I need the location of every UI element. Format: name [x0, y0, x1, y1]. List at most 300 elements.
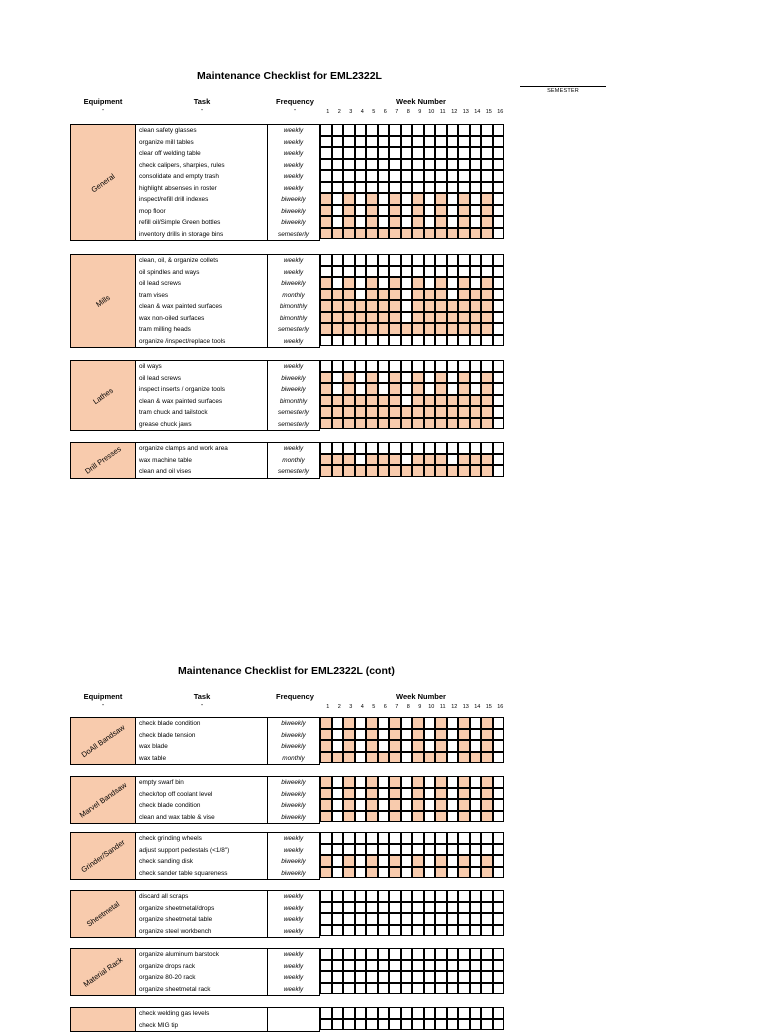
week-checkbox[interactable] [493, 323, 505, 335]
week-checkbox[interactable] [412, 124, 424, 136]
week-checkbox[interactable] [481, 360, 493, 372]
week-checkbox[interactable] [378, 454, 390, 466]
week-checkbox[interactable] [378, 277, 390, 289]
week-checkbox[interactable] [355, 372, 367, 384]
week-checkbox[interactable] [332, 729, 344, 741]
week-checkbox[interactable] [481, 335, 493, 347]
week-checkbox[interactable] [470, 442, 482, 454]
week-checkbox[interactable] [343, 948, 355, 960]
week-checkbox[interactable] [447, 799, 459, 811]
week-checkbox[interactable] [470, 811, 482, 823]
week-checkbox[interactable] [332, 855, 344, 867]
week-checkbox[interactable] [366, 383, 378, 395]
week-checkbox[interactable] [366, 799, 378, 811]
week-checkbox[interactable] [355, 776, 367, 788]
week-checkbox[interactable] [332, 254, 344, 266]
week-checkbox[interactable] [378, 372, 390, 384]
week-checkbox[interactable] [332, 960, 344, 972]
week-checkbox[interactable] [355, 799, 367, 811]
week-checkbox[interactable] [366, 147, 378, 159]
week-checkbox[interactable] [355, 752, 367, 764]
week-checkbox[interactable] [366, 465, 378, 477]
week-checkbox[interactable] [481, 266, 493, 278]
week-checkbox[interactable] [355, 266, 367, 278]
week-checkbox[interactable] [378, 205, 390, 217]
week-checkbox[interactable] [366, 729, 378, 741]
week-checkbox[interactable] [412, 216, 424, 228]
week-checkbox[interactable] [366, 323, 378, 335]
week-checkbox[interactable] [378, 1019, 390, 1031]
week-checkbox[interactable] [493, 277, 505, 289]
week-checkbox[interactable] [355, 811, 367, 823]
week-checkbox[interactable] [401, 776, 413, 788]
week-checkbox[interactable] [470, 395, 482, 407]
week-checkbox[interactable] [458, 729, 470, 741]
week-checkbox[interactable] [470, 776, 482, 788]
week-checkbox[interactable] [435, 799, 447, 811]
week-checkbox[interactable] [332, 300, 344, 312]
week-checkbox[interactable] [355, 454, 367, 466]
week-checkbox[interactable] [481, 948, 493, 960]
week-checkbox[interactable] [355, 277, 367, 289]
week-checkbox[interactable] [401, 266, 413, 278]
week-checkbox[interactable] [320, 717, 332, 729]
week-checkbox[interactable] [389, 844, 401, 856]
week-checkbox[interactable] [343, 266, 355, 278]
week-checkbox[interactable] [470, 454, 482, 466]
week-checkbox[interactable] [470, 418, 482, 430]
week-checkbox[interactable] [320, 266, 332, 278]
week-checkbox[interactable] [401, 312, 413, 324]
week-checkbox[interactable] [378, 983, 390, 995]
week-checkbox[interactable] [435, 254, 447, 266]
week-checkbox[interactable] [389, 740, 401, 752]
week-checkbox[interactable] [435, 729, 447, 741]
week-checkbox[interactable] [458, 442, 470, 454]
week-checkbox[interactable] [355, 983, 367, 995]
week-checkbox[interactable] [343, 254, 355, 266]
week-checkbox[interactable] [412, 855, 424, 867]
week-checkbox[interactable] [389, 983, 401, 995]
week-checkbox[interactable] [447, 717, 459, 729]
week-checkbox[interactable] [389, 1019, 401, 1031]
week-checkbox[interactable] [366, 925, 378, 937]
week-checkbox[interactable] [447, 442, 459, 454]
week-checkbox[interactable] [412, 752, 424, 764]
week-checkbox[interactable] [355, 925, 367, 937]
week-checkbox[interactable] [458, 147, 470, 159]
week-checkbox[interactable] [435, 913, 447, 925]
week-checkbox[interactable] [424, 960, 436, 972]
week-checkbox[interactable] [458, 844, 470, 856]
week-checkbox[interactable] [355, 418, 367, 430]
week-checkbox[interactable] [366, 855, 378, 867]
week-checkbox[interactable] [493, 360, 505, 372]
week-checkbox[interactable] [424, 406, 436, 418]
week-checkbox[interactable] [447, 383, 459, 395]
week-checkbox[interactable] [366, 844, 378, 856]
week-checkbox[interactable] [343, 170, 355, 182]
week-checkbox[interactable] [470, 788, 482, 800]
week-checkbox[interactable] [389, 971, 401, 983]
week-checkbox[interactable] [401, 832, 413, 844]
week-checkbox[interactable] [481, 312, 493, 324]
week-checkbox[interactable] [493, 855, 505, 867]
week-checkbox[interactable] [458, 124, 470, 136]
week-checkbox[interactable] [424, 776, 436, 788]
week-checkbox[interactable] [320, 913, 332, 925]
week-checkbox[interactable] [447, 277, 459, 289]
week-checkbox[interactable] [389, 890, 401, 902]
week-checkbox[interactable] [401, 182, 413, 194]
week-checkbox[interactable] [378, 395, 390, 407]
week-checkbox[interactable] [343, 159, 355, 171]
week-checkbox[interactable] [401, 717, 413, 729]
week-checkbox[interactable] [493, 159, 505, 171]
week-checkbox[interactable] [470, 1019, 482, 1031]
week-checkbox[interactable] [458, 717, 470, 729]
week-checkbox[interactable] [470, 948, 482, 960]
week-checkbox[interactable] [343, 844, 355, 856]
week-checkbox[interactable] [412, 454, 424, 466]
week-checkbox[interactable] [412, 205, 424, 217]
week-checkbox[interactable] [343, 1019, 355, 1031]
week-checkbox[interactable] [366, 205, 378, 217]
week-checkbox[interactable] [332, 717, 344, 729]
week-checkbox[interactable] [493, 983, 505, 995]
week-checkbox[interactable] [424, 948, 436, 960]
week-checkbox[interactable] [424, 418, 436, 430]
week-checkbox[interactable] [424, 289, 436, 301]
week-checkbox[interactable] [332, 277, 344, 289]
week-checkbox[interactable] [424, 740, 436, 752]
week-checkbox[interactable] [332, 799, 344, 811]
week-checkbox[interactable] [424, 890, 436, 902]
week-checkbox[interactable] [458, 890, 470, 902]
week-checkbox[interactable] [332, 383, 344, 395]
week-checkbox[interactable] [343, 182, 355, 194]
week-checkbox[interactable] [389, 266, 401, 278]
week-checkbox[interactable] [424, 811, 436, 823]
week-checkbox[interactable] [355, 323, 367, 335]
week-checkbox[interactable] [389, 228, 401, 240]
week-checkbox[interactable] [378, 729, 390, 741]
week-checkbox[interactable] [458, 372, 470, 384]
week-checkbox[interactable] [458, 752, 470, 764]
week-checkbox[interactable] [355, 832, 367, 844]
week-checkbox[interactable] [470, 717, 482, 729]
week-checkbox[interactable] [320, 788, 332, 800]
week-checkbox[interactable] [458, 312, 470, 324]
week-checkbox[interactable] [412, 136, 424, 148]
week-checkbox[interactable] [435, 406, 447, 418]
week-checkbox[interactable] [401, 752, 413, 764]
week-checkbox[interactable] [470, 147, 482, 159]
week-checkbox[interactable] [343, 205, 355, 217]
week-checkbox[interactable] [481, 205, 493, 217]
week-checkbox[interactable] [493, 776, 505, 788]
week-checkbox[interactable] [458, 277, 470, 289]
week-checkbox[interactable] [366, 960, 378, 972]
week-checkbox[interactable] [366, 913, 378, 925]
week-checkbox[interactable] [493, 312, 505, 324]
week-checkbox[interactable] [481, 913, 493, 925]
week-checkbox[interactable] [366, 418, 378, 430]
week-checkbox[interactable] [320, 395, 332, 407]
week-checkbox[interactable] [424, 124, 436, 136]
week-checkbox[interactable] [332, 159, 344, 171]
week-checkbox[interactable] [389, 799, 401, 811]
week-checkbox[interactable] [366, 717, 378, 729]
week-checkbox[interactable] [389, 752, 401, 764]
week-checkbox[interactable] [366, 406, 378, 418]
week-checkbox[interactable] [481, 406, 493, 418]
week-checkbox[interactable] [389, 182, 401, 194]
week-checkbox[interactable] [320, 925, 332, 937]
week-checkbox[interactable] [332, 442, 344, 454]
week-checkbox[interactable] [493, 193, 505, 205]
week-checkbox[interactable] [481, 925, 493, 937]
week-checkbox[interactable] [343, 406, 355, 418]
week-checkbox[interactable] [447, 913, 459, 925]
week-checkbox[interactable] [355, 867, 367, 879]
week-checkbox[interactable] [332, 147, 344, 159]
week-checkbox[interactable] [343, 383, 355, 395]
week-checkbox[interactable] [389, 159, 401, 171]
week-checkbox[interactable] [389, 147, 401, 159]
week-checkbox[interactable] [401, 902, 413, 914]
week-checkbox[interactable] [343, 717, 355, 729]
week-checkbox[interactable] [481, 1019, 493, 1031]
week-checkbox[interactable] [447, 147, 459, 159]
week-checkbox[interactable] [389, 454, 401, 466]
week-checkbox[interactable] [458, 228, 470, 240]
week-checkbox[interactable] [366, 1019, 378, 1031]
week-checkbox[interactable] [458, 867, 470, 879]
week-checkbox[interactable] [481, 228, 493, 240]
week-checkbox[interactable] [435, 395, 447, 407]
week-checkbox[interactable] [458, 799, 470, 811]
week-checkbox[interactable] [481, 1007, 493, 1019]
week-checkbox[interactable] [470, 971, 482, 983]
week-checkbox[interactable] [493, 1007, 505, 1019]
week-checkbox[interactable] [424, 971, 436, 983]
week-checkbox[interactable] [447, 159, 459, 171]
week-checkbox[interactable] [389, 312, 401, 324]
week-checkbox[interactable] [447, 372, 459, 384]
week-checkbox[interactable] [343, 124, 355, 136]
week-checkbox[interactable] [401, 254, 413, 266]
week-checkbox[interactable] [493, 811, 505, 823]
week-checkbox[interactable] [401, 228, 413, 240]
week-checkbox[interactable] [366, 752, 378, 764]
week-checkbox[interactable] [412, 395, 424, 407]
week-checkbox[interactable] [493, 406, 505, 418]
week-checkbox[interactable] [355, 170, 367, 182]
week-checkbox[interactable] [447, 776, 459, 788]
week-checkbox[interactable] [493, 216, 505, 228]
week-checkbox[interactable] [458, 266, 470, 278]
week-checkbox[interactable] [470, 799, 482, 811]
week-checkbox[interactable] [412, 193, 424, 205]
week-checkbox[interactable] [435, 788, 447, 800]
week-checkbox[interactable] [332, 360, 344, 372]
week-checkbox[interactable] [343, 277, 355, 289]
week-checkbox[interactable] [470, 913, 482, 925]
week-checkbox[interactable] [343, 193, 355, 205]
week-checkbox[interactable] [412, 983, 424, 995]
week-checkbox[interactable] [378, 216, 390, 228]
week-checkbox[interactable] [401, 323, 413, 335]
week-checkbox[interactable] [493, 890, 505, 902]
week-checkbox[interactable] [320, 300, 332, 312]
week-checkbox[interactable] [412, 182, 424, 194]
week-checkbox[interactable] [355, 289, 367, 301]
week-checkbox[interactable] [343, 925, 355, 937]
week-checkbox[interactable] [481, 844, 493, 856]
week-checkbox[interactable] [332, 335, 344, 347]
week-checkbox[interactable] [435, 335, 447, 347]
week-checkbox[interactable] [447, 925, 459, 937]
week-checkbox[interactable] [481, 323, 493, 335]
week-checkbox[interactable] [355, 216, 367, 228]
week-checkbox[interactable] [481, 465, 493, 477]
week-checkbox[interactable] [447, 170, 459, 182]
week-checkbox[interactable] [435, 442, 447, 454]
week-checkbox[interactable] [447, 205, 459, 217]
week-checkbox[interactable] [435, 418, 447, 430]
week-checkbox[interactable] [366, 740, 378, 752]
week-checkbox[interactable] [355, 788, 367, 800]
week-checkbox[interactable] [435, 147, 447, 159]
week-checkbox[interactable] [481, 254, 493, 266]
week-checkbox[interactable] [401, 867, 413, 879]
week-checkbox[interactable] [401, 205, 413, 217]
week-checkbox[interactable] [355, 182, 367, 194]
week-checkbox[interactable] [389, 395, 401, 407]
week-checkbox[interactable] [412, 277, 424, 289]
week-checkbox[interactable] [447, 960, 459, 972]
week-checkbox[interactable] [401, 948, 413, 960]
week-checkbox[interactable] [378, 890, 390, 902]
week-checkbox[interactable] [424, 799, 436, 811]
week-checkbox[interactable] [412, 913, 424, 925]
week-checkbox[interactable] [435, 228, 447, 240]
week-checkbox[interactable] [366, 335, 378, 347]
week-checkbox[interactable] [470, 266, 482, 278]
week-checkbox[interactable] [447, 312, 459, 324]
week-checkbox[interactable] [470, 867, 482, 879]
week-checkbox[interactable] [470, 312, 482, 324]
week-checkbox[interactable] [389, 300, 401, 312]
week-checkbox[interactable] [447, 844, 459, 856]
week-checkbox[interactable] [493, 442, 505, 454]
week-checkbox[interactable] [401, 159, 413, 171]
week-checkbox[interactable] [389, 277, 401, 289]
week-checkbox[interactable] [320, 465, 332, 477]
week-checkbox[interactable] [378, 832, 390, 844]
week-checkbox[interactable] [447, 266, 459, 278]
week-checkbox[interactable] [412, 960, 424, 972]
week-checkbox[interactable] [435, 832, 447, 844]
week-checkbox[interactable] [412, 729, 424, 741]
week-checkbox[interactable] [355, 717, 367, 729]
week-checkbox[interactable] [447, 832, 459, 844]
week-checkbox[interactable] [458, 776, 470, 788]
week-checkbox[interactable] [470, 465, 482, 477]
week-checkbox[interactable] [389, 925, 401, 937]
week-checkbox[interactable] [458, 300, 470, 312]
week-checkbox[interactable] [378, 159, 390, 171]
week-checkbox[interactable] [320, 170, 332, 182]
week-checkbox[interactable] [470, 832, 482, 844]
week-checkbox[interactable] [481, 159, 493, 171]
week-checkbox[interactable] [366, 254, 378, 266]
week-checkbox[interactable] [435, 277, 447, 289]
week-checkbox[interactable] [389, 193, 401, 205]
week-checkbox[interactable] [343, 360, 355, 372]
week-checkbox[interactable] [355, 890, 367, 902]
week-checkbox[interactable] [389, 383, 401, 395]
week-checkbox[interactable] [412, 971, 424, 983]
week-checkbox[interactable] [447, 406, 459, 418]
week-checkbox[interactable] [493, 254, 505, 266]
week-checkbox[interactable] [481, 182, 493, 194]
week-checkbox[interactable] [493, 832, 505, 844]
week-checkbox[interactable] [435, 811, 447, 823]
week-checkbox[interactable] [332, 844, 344, 856]
week-checkbox[interactable] [366, 266, 378, 278]
week-checkbox[interactable] [412, 717, 424, 729]
week-checkbox[interactable] [458, 136, 470, 148]
week-checkbox[interactable] [320, 855, 332, 867]
week-checkbox[interactable] [424, 729, 436, 741]
week-checkbox[interactable] [355, 913, 367, 925]
week-checkbox[interactable] [389, 811, 401, 823]
week-checkbox[interactable] [320, 867, 332, 879]
week-checkbox[interactable] [470, 170, 482, 182]
week-checkbox[interactable] [493, 124, 505, 136]
week-checkbox[interactable] [378, 360, 390, 372]
week-checkbox[interactable] [458, 383, 470, 395]
week-checkbox[interactable] [320, 360, 332, 372]
week-checkbox[interactable] [493, 136, 505, 148]
week-checkbox[interactable] [332, 418, 344, 430]
week-checkbox[interactable] [481, 832, 493, 844]
week-checkbox[interactable] [389, 323, 401, 335]
week-checkbox[interactable] [366, 159, 378, 171]
week-checkbox[interactable] [412, 1019, 424, 1031]
week-checkbox[interactable] [401, 216, 413, 228]
week-checkbox[interactable] [401, 124, 413, 136]
week-checkbox[interactable] [401, 277, 413, 289]
week-checkbox[interactable] [389, 960, 401, 972]
week-checkbox[interactable] [355, 406, 367, 418]
week-checkbox[interactable] [389, 855, 401, 867]
week-checkbox[interactable] [424, 228, 436, 240]
week-checkbox[interactable] [366, 788, 378, 800]
week-checkbox[interactable] [355, 395, 367, 407]
week-checkbox[interactable] [412, 266, 424, 278]
week-checkbox[interactable] [458, 289, 470, 301]
week-checkbox[interactable] [378, 776, 390, 788]
week-checkbox[interactable] [481, 740, 493, 752]
week-checkbox[interactable] [343, 971, 355, 983]
week-checkbox[interactable] [401, 465, 413, 477]
week-checkbox[interactable] [424, 193, 436, 205]
week-checkbox[interactable] [378, 406, 390, 418]
week-checkbox[interactable] [412, 360, 424, 372]
